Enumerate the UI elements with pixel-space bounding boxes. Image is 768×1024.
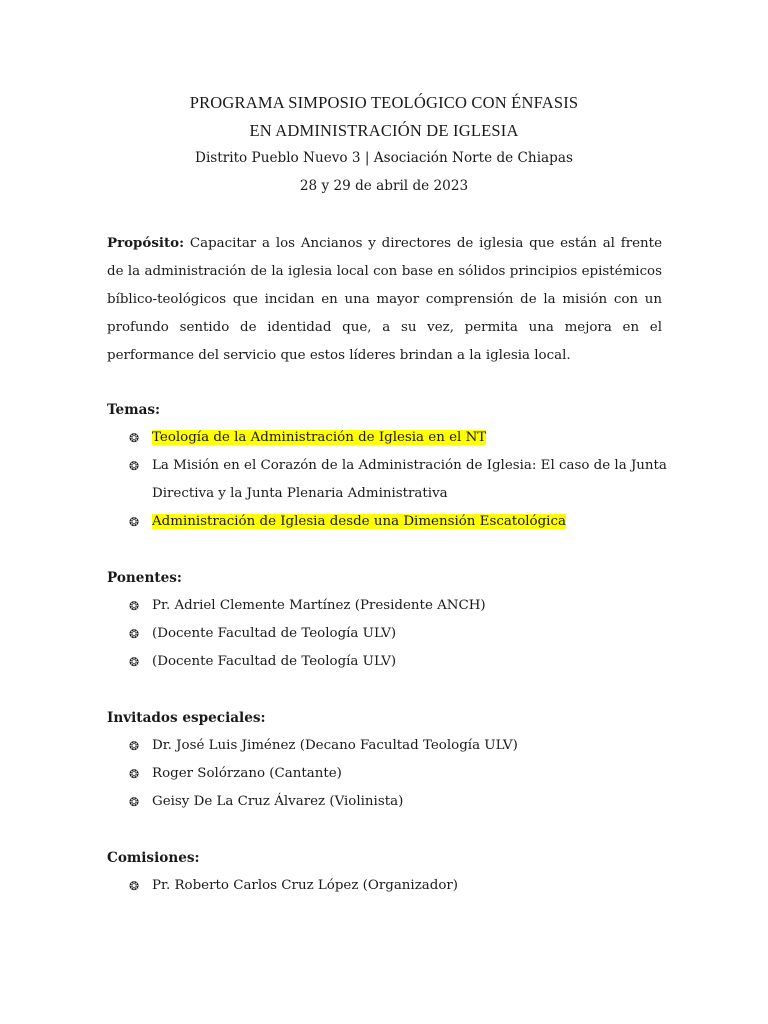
list-item [129, 648, 669, 676]
bullet-icon: ❂ [129, 431, 140, 445]
list-item [129, 424, 669, 452]
ponente-2: (Docente Facultad de Teología ULV) [152, 626, 397, 641]
tema-2: La Misión en el Corazón de la Administración de Iglesia: El caso de la Junta Directiva y la Junta Plenaria Administrativa [152, 458, 667, 501]
list-item [129, 620, 669, 648]
list-item [129, 872, 669, 900]
list-item [129, 508, 669, 536]
bullet-icon: ❂ [129, 515, 140, 529]
purpose-paragraph [107, 229, 662, 370]
list-item [129, 592, 669, 620]
invitado-3: Geisy De La Cruz Álvarez (Violinista) [152, 794, 404, 809]
comision-1: Pr. Roberto Carlos Cruz López (Organizador) [152, 878, 459, 893]
bullet-icon: ❂ [129, 767, 140, 781]
bullet-icon: ❂ [129, 655, 140, 669]
bullet-icon: ❂ [129, 459, 140, 473]
bullet-icon: ❂ [129, 599, 140, 613]
list-item [129, 732, 669, 760]
bullet-icon: ❂ [129, 879, 140, 893]
temas-heading: Temas: [107, 402, 161, 418]
ponentes-heading: Ponentes: [107, 570, 182, 586]
event-date: 28 y 29 de abril de 2023 [299, 178, 469, 194]
list-item [129, 788, 669, 816]
invitados-heading: Invitados especiales: [107, 710, 266, 726]
bullet-icon: ❂ [129, 739, 140, 753]
list-item [129, 760, 669, 788]
invitado-1: Dr. José Luis Jiménez (Decano Facultad Teología ULV) [152, 738, 518, 753]
list-item [129, 452, 669, 508]
ponente-3: (Docente Facultad de Teología ULV) [152, 654, 397, 669]
tema-3: Administración de Iglesia desde una Dimensión Escatológica [152, 514, 566, 529]
purpose-label: Propósito: [107, 235, 185, 251]
document-title-line2: EN ADMINISTRACIÓN DE IGLESIA [249, 121, 519, 140]
bullet-icon: ❂ [129, 627, 140, 641]
document-title-line1: PROGRAMA SIMPOSIO TEOLÓGICO CON ÉNFASIS [189, 93, 579, 112]
ponente-1: Pr. Adriel Clemente Martínez (Presidente ANCH) [152, 598, 486, 613]
tema-1: Teología de la Administración de Iglesia en el NT [152, 430, 487, 445]
bullet-icon: ❂ [129, 795, 140, 809]
district-line: Distrito Pueblo Nuevo 3 | Asociación Norte de Chiapas [195, 150, 573, 166]
purpose-text: Capacitar a los Ancianos y directores de iglesia que están al frente de la administración de la iglesia local con base en sólidos principios epistémicos bíblico-teológicos que incidan en una mayor comprensión de la misión con un profundo sentido de identidad que, a su vez, permita una mejora en el performance del servicio que estos líderes brindan a la iglesia local. [107, 236, 662, 363]
comisiones-heading: Comisiones: [107, 850, 200, 866]
invitado-2: Roger Solórzano (Cantante) [152, 766, 342, 781]
